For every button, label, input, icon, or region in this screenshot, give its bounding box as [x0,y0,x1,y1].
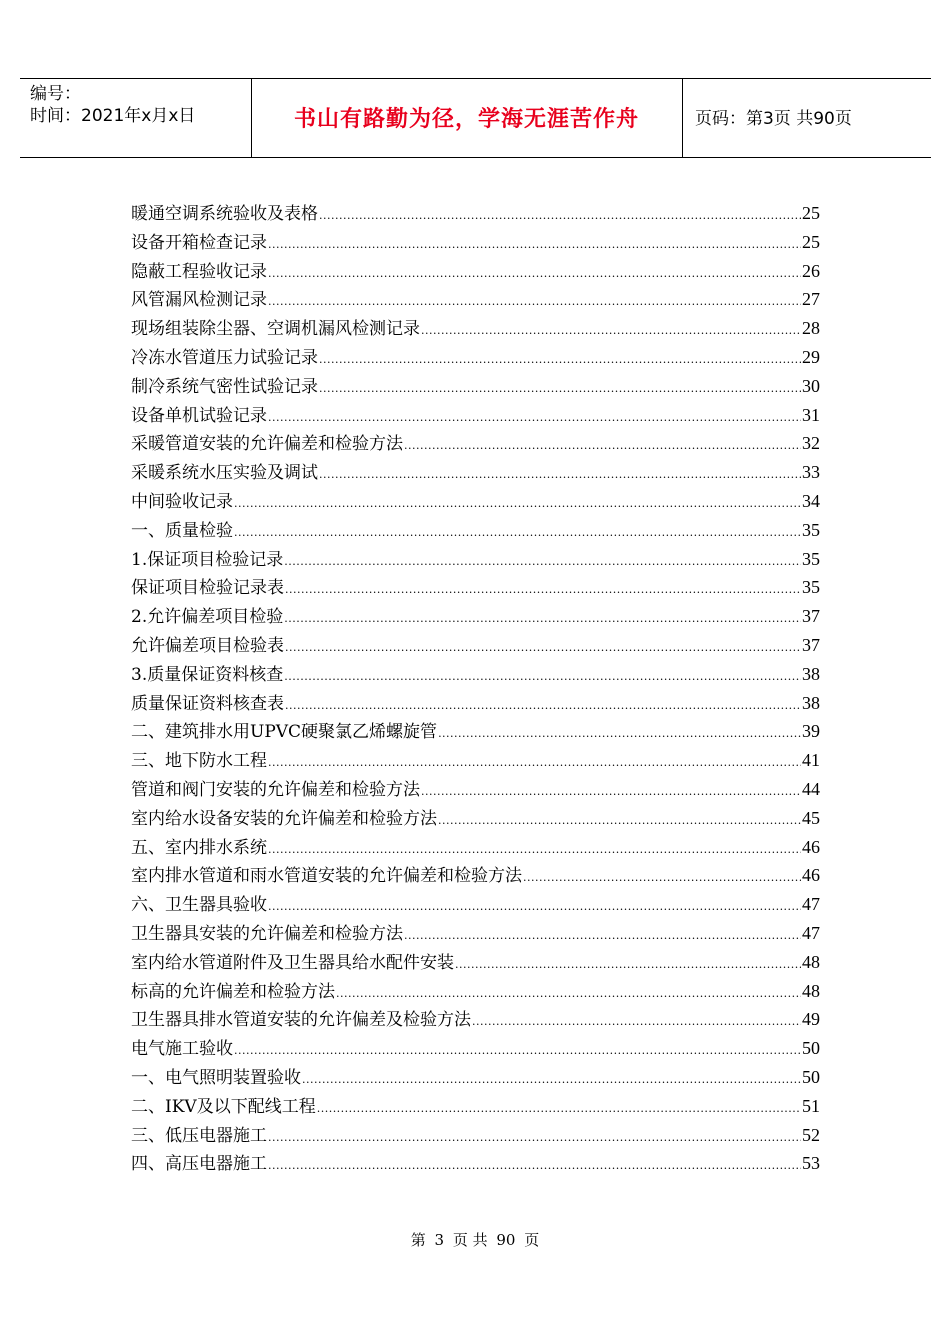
toc-entry[interactable] [131,890,820,919]
toc-entry[interactable] [131,746,820,775]
toc-entry-title: 三、低压电器施工 [131,1125,267,1146]
toc-entry-page: 47 [802,894,820,915]
toc-entry-title: 二、建筑排水用UPVC硬聚氯乙烯螺旋管 [131,722,438,743]
toc-entry-title: 制冷系统气密性试验记录 [131,376,318,397]
footer-mid: 页 共 [452,1231,488,1249]
table-of-contents [131,199,820,1178]
toc-entry[interactable] [131,401,820,430]
toc-entry-page: 37 [802,634,820,655]
toc-dot-leader [438,807,801,836]
toc-dot-leader [268,749,801,778]
toc-entry[interactable] [131,717,820,746]
toc-entry-page: 38 [802,692,820,713]
toc-dot-leader [268,260,801,289]
toc-dot-leader [523,864,801,893]
toc-entry[interactable] [131,833,820,862]
toc-entry[interactable] [131,516,820,545]
toc-entry-page: 49 [802,1009,820,1030]
toc-entry-page: 50 [802,1038,820,1059]
toc-entry[interactable] [131,257,820,286]
page-footer [0,1230,950,1250]
toc-entry-title: 保证项目检验记录表 [131,578,284,599]
toc-dot-leader [268,1124,801,1153]
toc-entry-title: 室内排水管道和雨水管道安装的允许偏差和检验方法 [131,866,522,887]
toc-entry-page: 38 [802,663,820,684]
toc-entry-page: 35 [802,577,820,598]
toc-entry-page: 46 [802,836,820,857]
header-meta-cell [20,79,252,157]
toc-dot-leader [404,432,801,461]
toc-dot-leader [319,461,801,490]
toc-dot-leader [319,375,801,404]
toc-entry-title: 冷冻水管道压力试验记录 [131,347,318,368]
toc-entry-title: 设备单机试验记录 [131,405,267,426]
toc-dot-leader [268,836,801,865]
toc-dot-leader [336,980,801,1009]
toc-entry[interactable] [131,689,820,718]
toc-dot-leader [285,634,801,663]
document-time-label: 时间：2021年x月x日 [30,106,196,126]
toc-entry-page: 25 [802,231,820,252]
toc-entry-title: 中间验收记录 [131,491,233,512]
header-motto: 书山有路勤为径，学海无涯苦作舟 [293,107,639,132]
toc-dot-leader [319,346,801,375]
toc-entry[interactable] [131,1121,820,1150]
toc-entry-page: 28 [802,318,820,339]
toc-entry-page: 25 [802,203,820,223]
toc-entry-page: 45 [802,807,820,828]
toc-entry[interactable] [131,631,820,660]
toc-entry-page: 35 [802,519,820,540]
document-header [20,78,931,158]
toc-dot-leader [455,951,801,980]
toc-entry-title: 2.允许偏差项目检验 [131,607,284,628]
toc-entry-title: 采暖管道安装的允许偏差和检验方法 [131,434,403,455]
header-page-cell [683,79,931,157]
toc-entry[interactable] [131,429,820,458]
footer-suffix: 页 [524,1231,540,1249]
toc-entry-title: 五、室内排水系统 [131,837,267,858]
toc-entry[interactable] [131,372,820,401]
toc-dot-leader [421,778,801,807]
toc-entry-title: 六、卫生器具验收 [131,895,267,916]
toc-entry-title: 电气施工验收 [131,1039,233,1060]
toc-entry-title: 室内给水设备安装的允许偏差和检验方法 [131,808,437,829]
toc-entry-title: 风管漏风检测记录 [131,290,267,311]
toc-dot-leader [302,1066,801,1095]
header-motto-cell [251,79,683,157]
toc-entry[interactable] [131,458,820,487]
toc-entry-page: 44 [802,778,820,799]
toc-entry-page: 41 [802,750,820,771]
toc-entry[interactable] [131,804,820,833]
toc-entry-title: 二、IKV及以下配线工程 [131,1096,316,1117]
toc-entry-page: 29 [802,346,820,367]
toc-entry[interactable] [131,1149,820,1178]
toc-entry[interactable] [131,314,820,343]
toc-entry-title: 暖通空调系统验收及表格 [131,204,318,224]
toc-entry[interactable] [131,919,820,948]
toc-entry[interactable] [131,228,820,257]
toc-dot-leader [268,288,801,317]
toc-dot-leader [285,576,801,605]
header-page-code: 页码：第3页 共90页 [695,109,852,129]
toc-entry-title: 设备开箱检查记录 [131,232,267,253]
toc-entry[interactable] [131,948,820,977]
toc-dot-leader [234,519,801,548]
toc-entry-title: 一、质量检验 [131,520,233,541]
toc-entry-page: 27 [802,289,820,310]
toc-dot-leader [268,893,801,922]
toc-dot-leader [268,231,801,260]
toc-entry-title: 允许偏差项目检验表 [131,635,284,656]
toc-entry-page: 46 [802,865,820,886]
toc-entry[interactable] [131,1005,820,1034]
toc-dot-leader [285,692,801,721]
toc-entry[interactable] [131,573,820,602]
toc-dot-leader [268,1152,801,1181]
toc-entry-page: 50 [802,1066,820,1087]
toc-entry-page: 31 [802,404,820,425]
toc-entry-title: 现场组装除尘器、空调机漏风检测记录 [131,319,420,340]
toc-entry-title: 卫生器具安装的允许偏差和检验方法 [131,923,403,944]
toc-entry-title: 隐蔽工程验收记录 [131,261,267,282]
toc-entry-title: 三、地下防水工程 [131,751,267,772]
toc-entry-page: 53 [802,1153,820,1174]
toc-entry[interactable] [131,602,820,631]
toc-entry[interactable] [131,861,820,890]
toc-entry[interactable] [131,487,820,516]
footer-total-pages: 90 [496,1231,516,1249]
toc-entry-title: 1.保证项目检验记录 [131,549,284,570]
toc-entry[interactable] [131,285,820,314]
toc-entry[interactable] [131,775,820,804]
toc-entry-page: 33 [802,462,820,483]
toc-entry[interactable] [131,545,820,574]
toc-entry-title: 一、电气照明装置验收 [131,1067,301,1088]
toc-entry-page: 48 [802,951,820,972]
toc-entry-title: 室内给水管道附件及卫生器具给水配件安装 [131,952,454,973]
toc-dot-leader [421,317,801,346]
toc-entry-page: 48 [802,980,820,1001]
toc-entry-page: 47 [802,922,820,943]
toc-entry-page: 32 [802,433,820,454]
toc-entry[interactable] [131,199,820,228]
toc-dot-leader [438,720,801,749]
toc-entry[interactable] [131,1034,820,1063]
toc-dot-leader [268,404,801,433]
toc-entry-page: 39 [802,721,820,742]
toc-entry-page: 34 [802,490,820,511]
toc-entry[interactable] [131,977,820,1006]
toc-entry-title: 四、高压电器施工 [131,1154,267,1175]
footer-prefix: 第 [410,1231,426,1249]
toc-dot-leader [472,1008,801,1037]
toc-entry-page: 35 [802,548,820,569]
toc-dot-leader [404,922,801,951]
toc-dot-leader [234,490,801,519]
toc-entry[interactable] [131,1092,820,1121]
toc-entry-page: 51 [802,1095,820,1116]
toc-entry-title: 3.质量保证资料核查 [131,664,284,685]
toc-entry-title: 采暖系统水压实验及调试 [131,463,318,484]
toc-dot-leader [317,1095,801,1124]
toc-dot-leader [284,663,801,692]
toc-entry-page: 30 [802,375,820,396]
document-number-label: 编号： [30,84,81,104]
toc-entry-title: 管道和阀门安装的允许偏差和检验方法 [131,779,420,800]
toc-dot-leader [234,1037,801,1066]
toc-dot-leader [319,202,801,231]
toc-entry-page: 37 [802,606,820,627]
footer-current-page: 3 [434,1231,445,1249]
toc-entry-title: 标高的允许偏差和检验方法 [131,981,335,1002]
toc-entry[interactable] [131,343,820,372]
toc-entry-page: 52 [802,1124,820,1145]
toc-entry[interactable] [131,660,820,689]
toc-entry-page: 26 [802,260,820,281]
toc-dot-leader [284,605,801,634]
toc-entry-title: 卫生器具排水管道安装的允许偏差及检验方法 [131,1010,471,1031]
toc-dot-leader [284,548,801,577]
toc-entry[interactable] [131,1063,820,1092]
toc-entry-title: 质量保证资料核查表 [131,693,284,714]
